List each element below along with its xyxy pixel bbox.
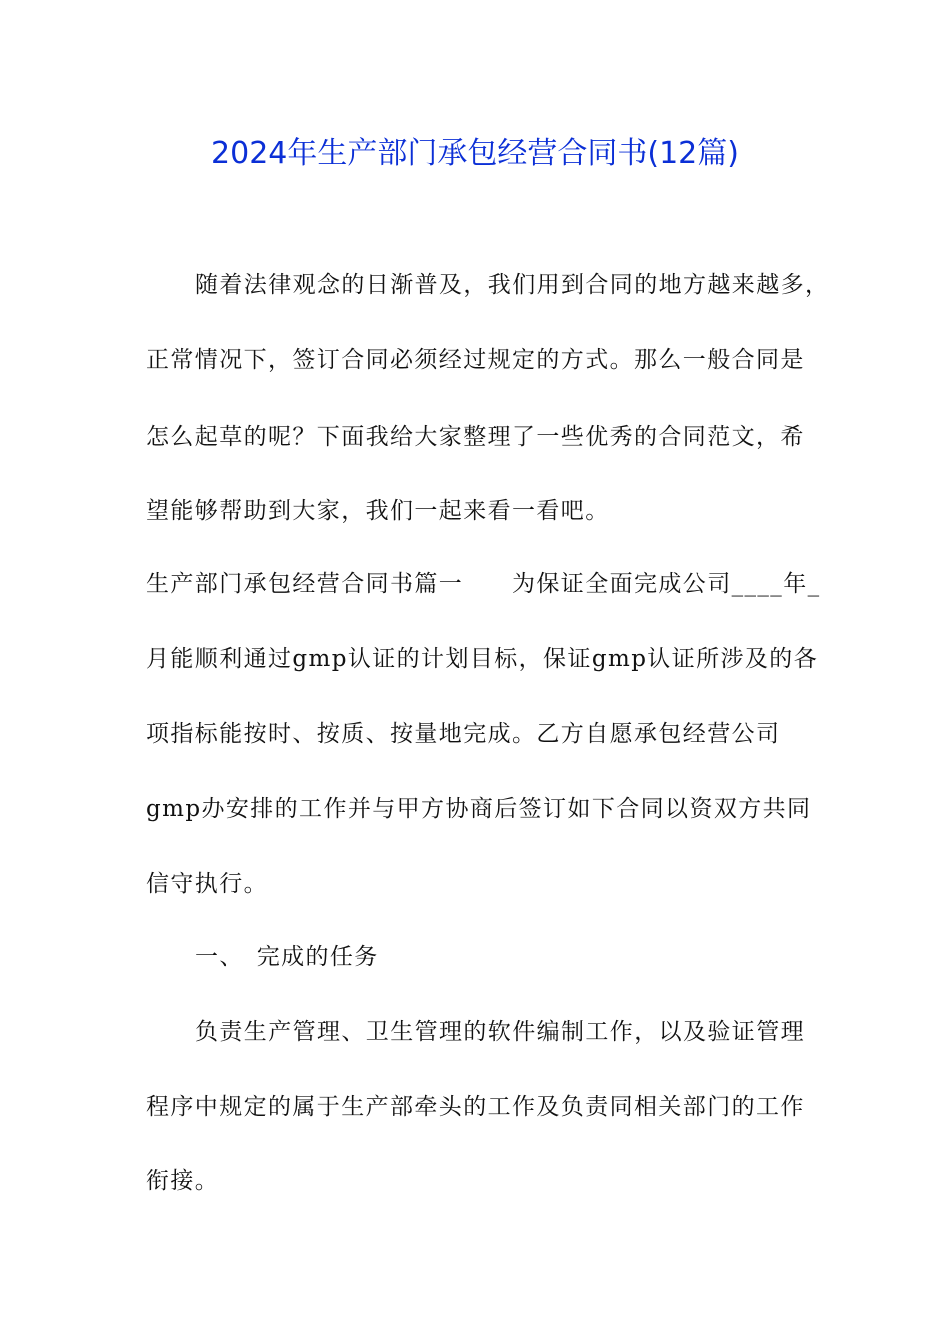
text-line: gmp办安排的工作并与甲方协商后签订如下合同以资双方共同 xyxy=(146,796,812,822)
text-line: 怎么起草的呢？下面我给大家整理了一些优秀的合同范文，希 xyxy=(146,424,805,450)
section-heading: 一、 完成的任务 xyxy=(195,944,379,970)
text-line: 衔接。 xyxy=(146,1168,220,1194)
text-line: 月能顺利通过gmp认证的计划目标，保证gmp认证所涉及的各 xyxy=(146,646,819,672)
text-line: 信守执行。 xyxy=(146,871,268,897)
text-line: 生产部门承包经营合同书篇一 为保证全面完成公司____年_ xyxy=(146,571,821,597)
page-title: 2024年生产部门承包经营合同书(12篇) xyxy=(211,136,739,171)
text-line: 随着法律观念的日渐普及，我们用到合同的地方越来越多， xyxy=(195,272,830,298)
text-line: 程序中规定的属于生产部牵头的工作及负责同相关部门的工作 xyxy=(146,1094,805,1120)
text-line: 项指标能按时、按质、按量地完成。乙方自愿承包经营公司 xyxy=(146,721,781,747)
text-line: 望能够帮助到大家，我们一起来看一看吧。 xyxy=(146,498,610,524)
text-line: 负责生产管理、卫生管理的软件编制工作，以及验证管理 xyxy=(195,1019,805,1045)
text-line: 正常情况下，签订合同必须经过规定的方式。那么一般合同是 xyxy=(146,347,805,373)
